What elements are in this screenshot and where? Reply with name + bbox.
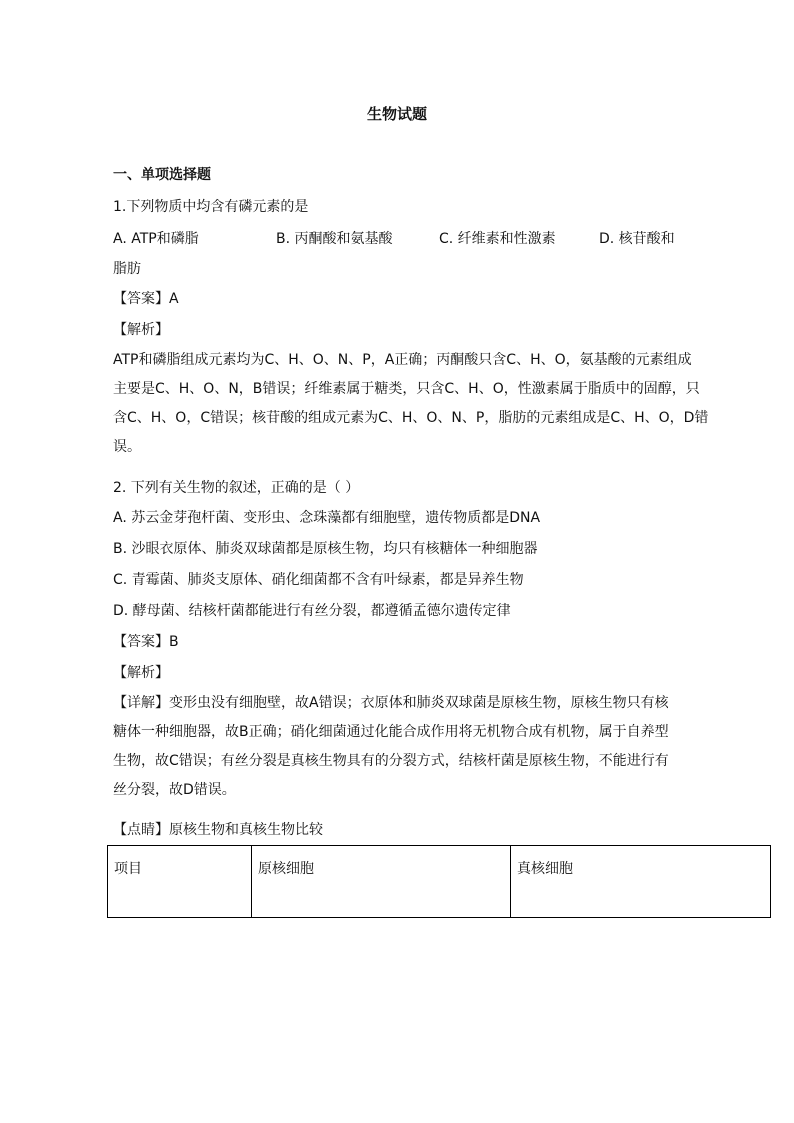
section-heading: 一、单项选择题 — [113, 167, 211, 183]
q1-option-d: D. 核苷酸和 — [599, 231, 675, 247]
q1-analysis-line: 误。 — [113, 439, 141, 455]
q2-option-a: A. 苏云金芽孢杆菌、变形虫、念珠藻都有细胞壁，遗传物质都是DNA — [113, 510, 541, 526]
table-row — [108, 846, 771, 918]
q1-option-d-wrap: 脂肪 — [113, 261, 141, 277]
table-header-cell: 原核细胞 — [252, 846, 511, 918]
table-header-cell: 真核细胞 — [511, 846, 771, 918]
q1-answer: 【答案】A — [113, 291, 179, 307]
comparison-table — [107, 845, 771, 918]
page-title: 生物试题 — [366, 105, 427, 123]
q1-analysis-line: ATP和磷脂组成元素均为C、H、O、N、P，A正确；丙酮酸只含C、H、O，氨基酸的元素组成 — [113, 352, 692, 368]
q1-analysis-line: 主要是C、H、O、N，B错误；纤维素属于糖类，只含C、H、O，性激素属于脂质中的固醇，只 — [113, 381, 700, 397]
q1-option-c: C. 纤维素和性激素 — [439, 231, 556, 247]
q1-analysis-line: 含C、H、O，C错误；核苷酸的组成元素为C、H、O、N、P，脂肪的元素组成是C、H、O，D错 — [113, 410, 709, 426]
q2-option-c: C. 青霉菌、肺炎支原体、硝化细菌都不含有叶绿素，都是异养生物 — [113, 572, 524, 588]
q2-option-d: D. 酵母菌、结核杆菌都能进行有丝分裂，都遵循孟德尔遗传定律 — [113, 603, 511, 619]
q2-tip: 【点睛】原核生物和真核生物比较 — [113, 822, 323, 838]
table-header-cell: 项目 — [108, 846, 252, 918]
q1-option-b: B. 丙酮酸和氨基酸 — [276, 231, 393, 247]
q2-detail-line: 【详解】变形虫没有细胞壁，故A错误；衣原体和肺炎双球菌是原核生物，原核生物只有核 — [113, 695, 669, 711]
q2-analysis-label: 【解析】 — [113, 665, 169, 681]
q1-analysis-label: 【解析】 — [113, 322, 169, 338]
q2-detail-line: 糖体一种细胞器，故B正确；硝化细菌通过化能合成作用将无机物合成有机物，属于自养型 — [113, 724, 669, 740]
q1-option-a: A. ATP和磷脂 — [113, 231, 199, 247]
q2-detail-text — [113, 689, 713, 805]
q1-analysis-text — [113, 346, 713, 462]
q2-answer: 【答案】B — [113, 634, 179, 650]
q2-detail-line: 生物，故C错误；有丝分裂是真核生物具有的分裂方式，结核杆菌是原核生物，不能进行有 — [113, 753, 669, 769]
q2-option-b: B. 沙眼衣原体、肺炎双球菌都是原核生物，均只有核糖体一种细胞器 — [113, 541, 538, 557]
question-1-stem: 1.下列物质中均含有磷元素的是 — [113, 199, 309, 215]
q2-detail-line: 丝分裂，故D错误。 — [113, 782, 236, 798]
question-2-stem: 2. 下列有关生物的叙述，正确的是（ ） — [113, 480, 360, 496]
